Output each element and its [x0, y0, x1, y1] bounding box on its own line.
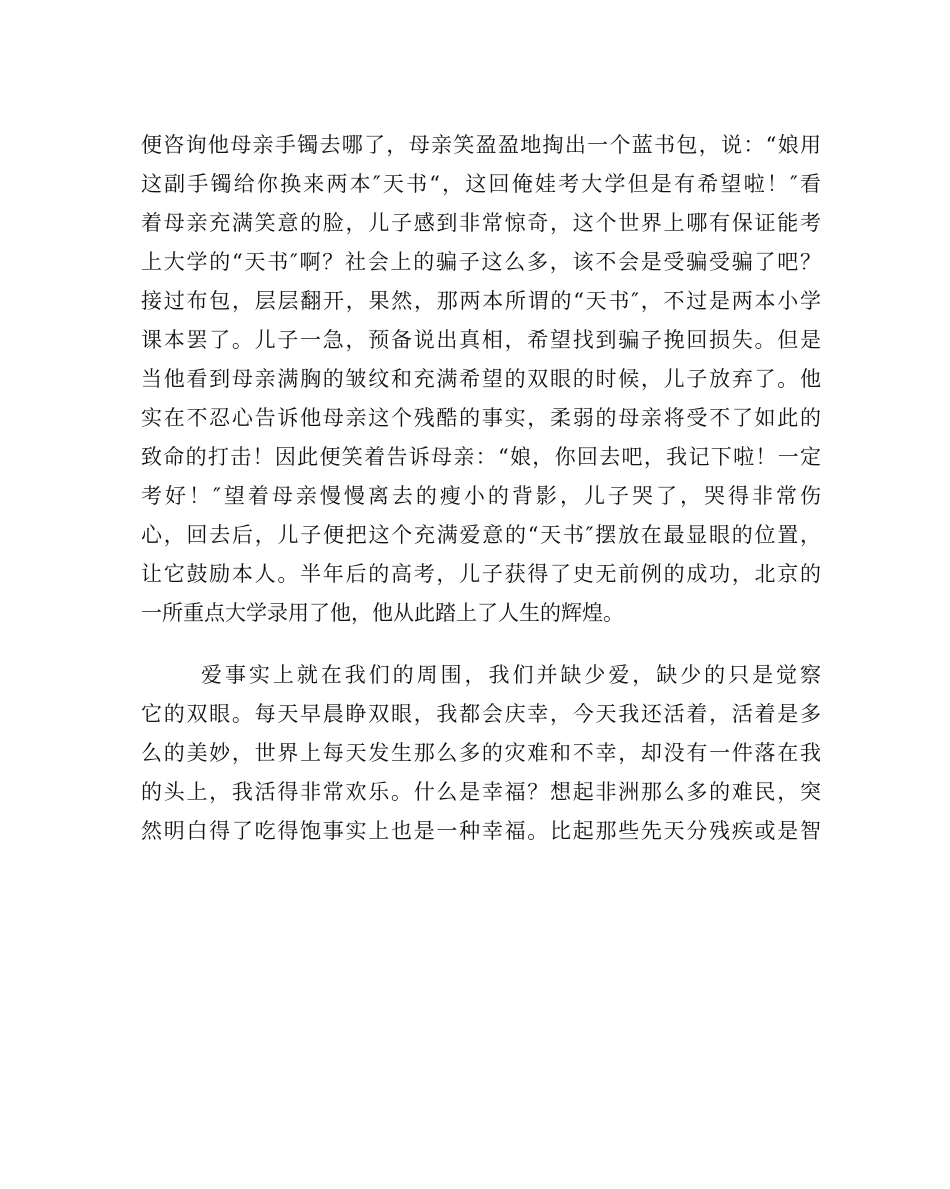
text-line: 着母亲充满笑意的脸，儿子感到非常惊奇，这个世界上哪有保证能考	[141, 211, 821, 235]
text-line: 爱事实上就在我们的周围，我们并缺少爱，缺少的只是觉察	[201, 663, 821, 687]
text-line: 然明白得了吃得饱事实上也是一种幸福。比起那些先天分残疾或是智	[141, 819, 821, 843]
text-line: 的头上，我活得非常欢乐。什么是幸福？想起非洲那么多的难民，突	[141, 780, 821, 804]
text-line: 么的美妙，世界上每天发生那么多的灾难和不幸，却没有一件落在我	[141, 741, 821, 765]
text-line: 接过布包，层层翻开，果然，那两本所谓的“天书″，不过是两本小学	[141, 289, 821, 313]
text-line: 便咨询他母亲手镯去哪了，母亲笑盈盈地掏出一个蓝书包，说：“娘用	[141, 133, 821, 157]
text-line: 一所重点大学录用了他，他从此踏上了人生的辉煌。	[141, 601, 624, 625]
text-line: 上大学的“天书″啊？社会上的骗子这么多，该不会是受骗受骗了吧？	[141, 250, 821, 274]
text-line: 当他看到母亲满胸的皱纹和充满希望的双眼的时候，儿子放弃了。他	[141, 367, 821, 391]
text-line: 课本罢了。儿子一急，预备说出真相，希望找到骗子挽回损失。但是	[141, 328, 821, 352]
text-line: 实在不忍心告诉他母亲这个残酷的事实，柔弱的母亲将受不了如此的	[141, 406, 821, 430]
text-line: 让它鼓励本人。半年后的高考，儿子获得了史无前例的成功，北京的	[141, 562, 821, 586]
text-line: 这副手镯给你换来两本″天书“，这回俺娃考大学但是有希望啦！″看	[141, 172, 821, 196]
body-text	[141, 126, 821, 851]
text-line: 考好！″望着母亲慢慢离去的瘦小的背影，儿子哭了，哭得非常伤	[141, 484, 821, 508]
paragraph-1	[141, 126, 821, 633]
text-line: 它的双眼。每天早晨睁双眼，我都会庆幸，今天我还活着，活着是多	[141, 702, 821, 726]
text-line: 心，回去后，儿子便把这个充满爱意的“天书″摆放在最显眼的位置，	[141, 523, 821, 547]
text-line: 致命的打击！因此便笑着告诉母亲：“娘，你回去吧，我记下啦！一定	[141, 445, 821, 469]
paragraph-2	[141, 656, 821, 851]
